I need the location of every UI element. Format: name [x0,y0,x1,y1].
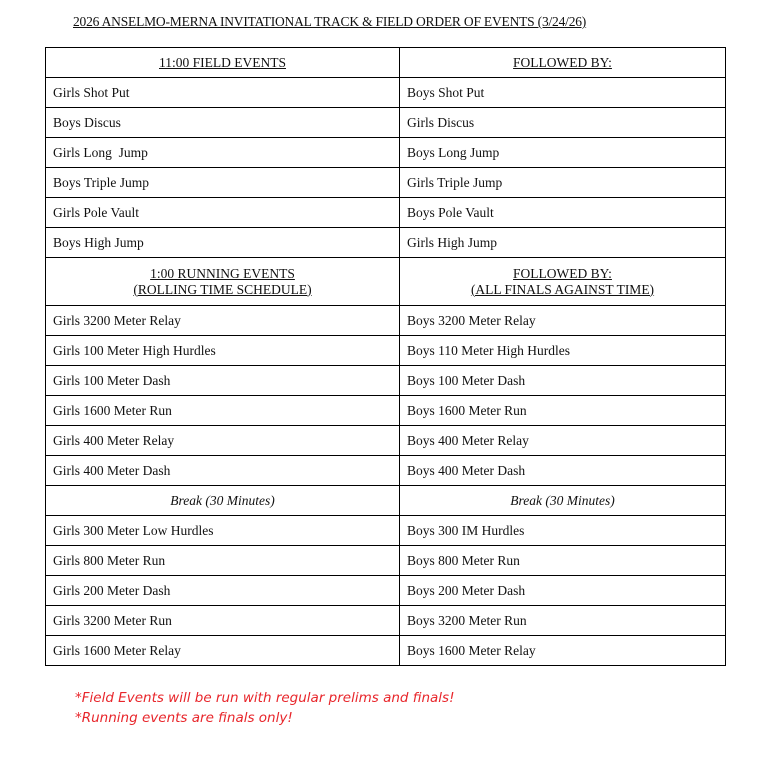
section-header-row [46,258,726,306]
document-title: 2026 ANSELMO-MERNA INVITATIONAL TRACK & FIELD ORDER OF EVENTS (3/24/26) [73,14,587,29]
event-cell: Boys Discus [46,108,400,138]
followed-by-cell: Girls High Jump [400,228,726,258]
followed-by-cell: Boys 3200 Meter Run [400,606,726,636]
event-row [46,546,726,576]
event-row [46,456,726,486]
event-cell: Girls Long Jump [46,138,400,168]
event-row [46,396,726,426]
followed-by-cell: Boys 300 IM Hurdles [400,516,726,546]
event-row [46,516,726,546]
event-cell: Girls 400 Meter Dash [46,456,400,486]
break-row [46,486,726,516]
followed-by-cell: Boys 400 Meter Dash [400,456,726,486]
section-header-right [400,48,726,78]
event-row [46,138,726,168]
event-row [46,228,726,258]
section-header-row [46,48,726,78]
header-line: FOLLOWED BY: [513,265,612,281]
event-row [46,198,726,228]
event-row [46,336,726,366]
event-cell: Girls 400 Meter Relay [46,426,400,456]
header-line: (ROLLING TIME SCHEDULE) [133,281,312,297]
notes [75,688,455,728]
event-cell: Boys High Jump [46,228,400,258]
event-cell: Girls 1600 Meter Relay [46,636,400,666]
followed-by-cell: Boys 100 Meter Dash [400,366,726,396]
event-row [46,168,726,198]
header-line: 1:00 RUNNING EVENTS [150,265,295,281]
break-cell: Break (30 Minutes) [46,486,400,516]
followed-by-cell: Boys 110 Meter High Hurdles [400,336,726,366]
event-row [46,636,726,666]
followed-by-cell: Boys Shot Put [400,78,726,108]
followed-by-cell: Boys Long Jump [400,138,726,168]
header-line: FOLLOWED BY: [513,54,612,70]
followed-by-cell: Boys 1600 Meter Relay [400,636,726,666]
followed-by-cell: Girls Triple Jump [400,168,726,198]
event-row [46,426,726,456]
section-header-left [46,48,400,78]
followed-by-cell: Boys 1600 Meter Run [400,396,726,426]
event-cell: Girls 1600 Meter Run [46,396,400,426]
event-cell: Girls 100 Meter High Hurdles [46,336,400,366]
event-cell: Girls 3200 Meter Run [46,606,400,636]
event-row [46,108,726,138]
event-cell: Girls 100 Meter Dash [46,366,400,396]
event-cell: Girls 200 Meter Dash [46,576,400,606]
event-cell: Boys Triple Jump [46,168,400,198]
followed-by-cell: Boys 3200 Meter Relay [400,306,726,336]
followed-by-cell: Girls Discus [400,108,726,138]
events-table [45,47,726,666]
followed-by-cell: Boys 200 Meter Dash [400,576,726,606]
event-row [46,576,726,606]
followed-by-cell: Boys 800 Meter Run [400,546,726,576]
event-cell: Girls 3200 Meter Relay [46,306,400,336]
event-row [46,606,726,636]
header-line: (ALL FINALS AGAINST TIME) [470,281,655,297]
event-row [46,306,726,336]
note-field-events: *Field Events will be run with regular prelims and finals! [75,690,455,706]
header-line: 11:00 FIELD EVENTS [159,54,286,70]
section-header-left [46,258,400,306]
event-cell: Girls 300 Meter Low Hurdles [46,516,400,546]
event-cell: Girls Shot Put [46,78,400,108]
followed-by-cell: Boys Pole Vault [400,198,726,228]
event-row [46,366,726,396]
event-cell: Girls Pole Vault [46,198,400,228]
event-row [46,78,726,108]
note-running-events: *Running events are finals only! [75,710,293,726]
followed-by-cell: Boys 400 Meter Relay [400,426,726,456]
break-cell: Break (30 Minutes) [400,486,726,516]
section-header-right [400,258,726,306]
event-cell: Girls 800 Meter Run [46,546,400,576]
